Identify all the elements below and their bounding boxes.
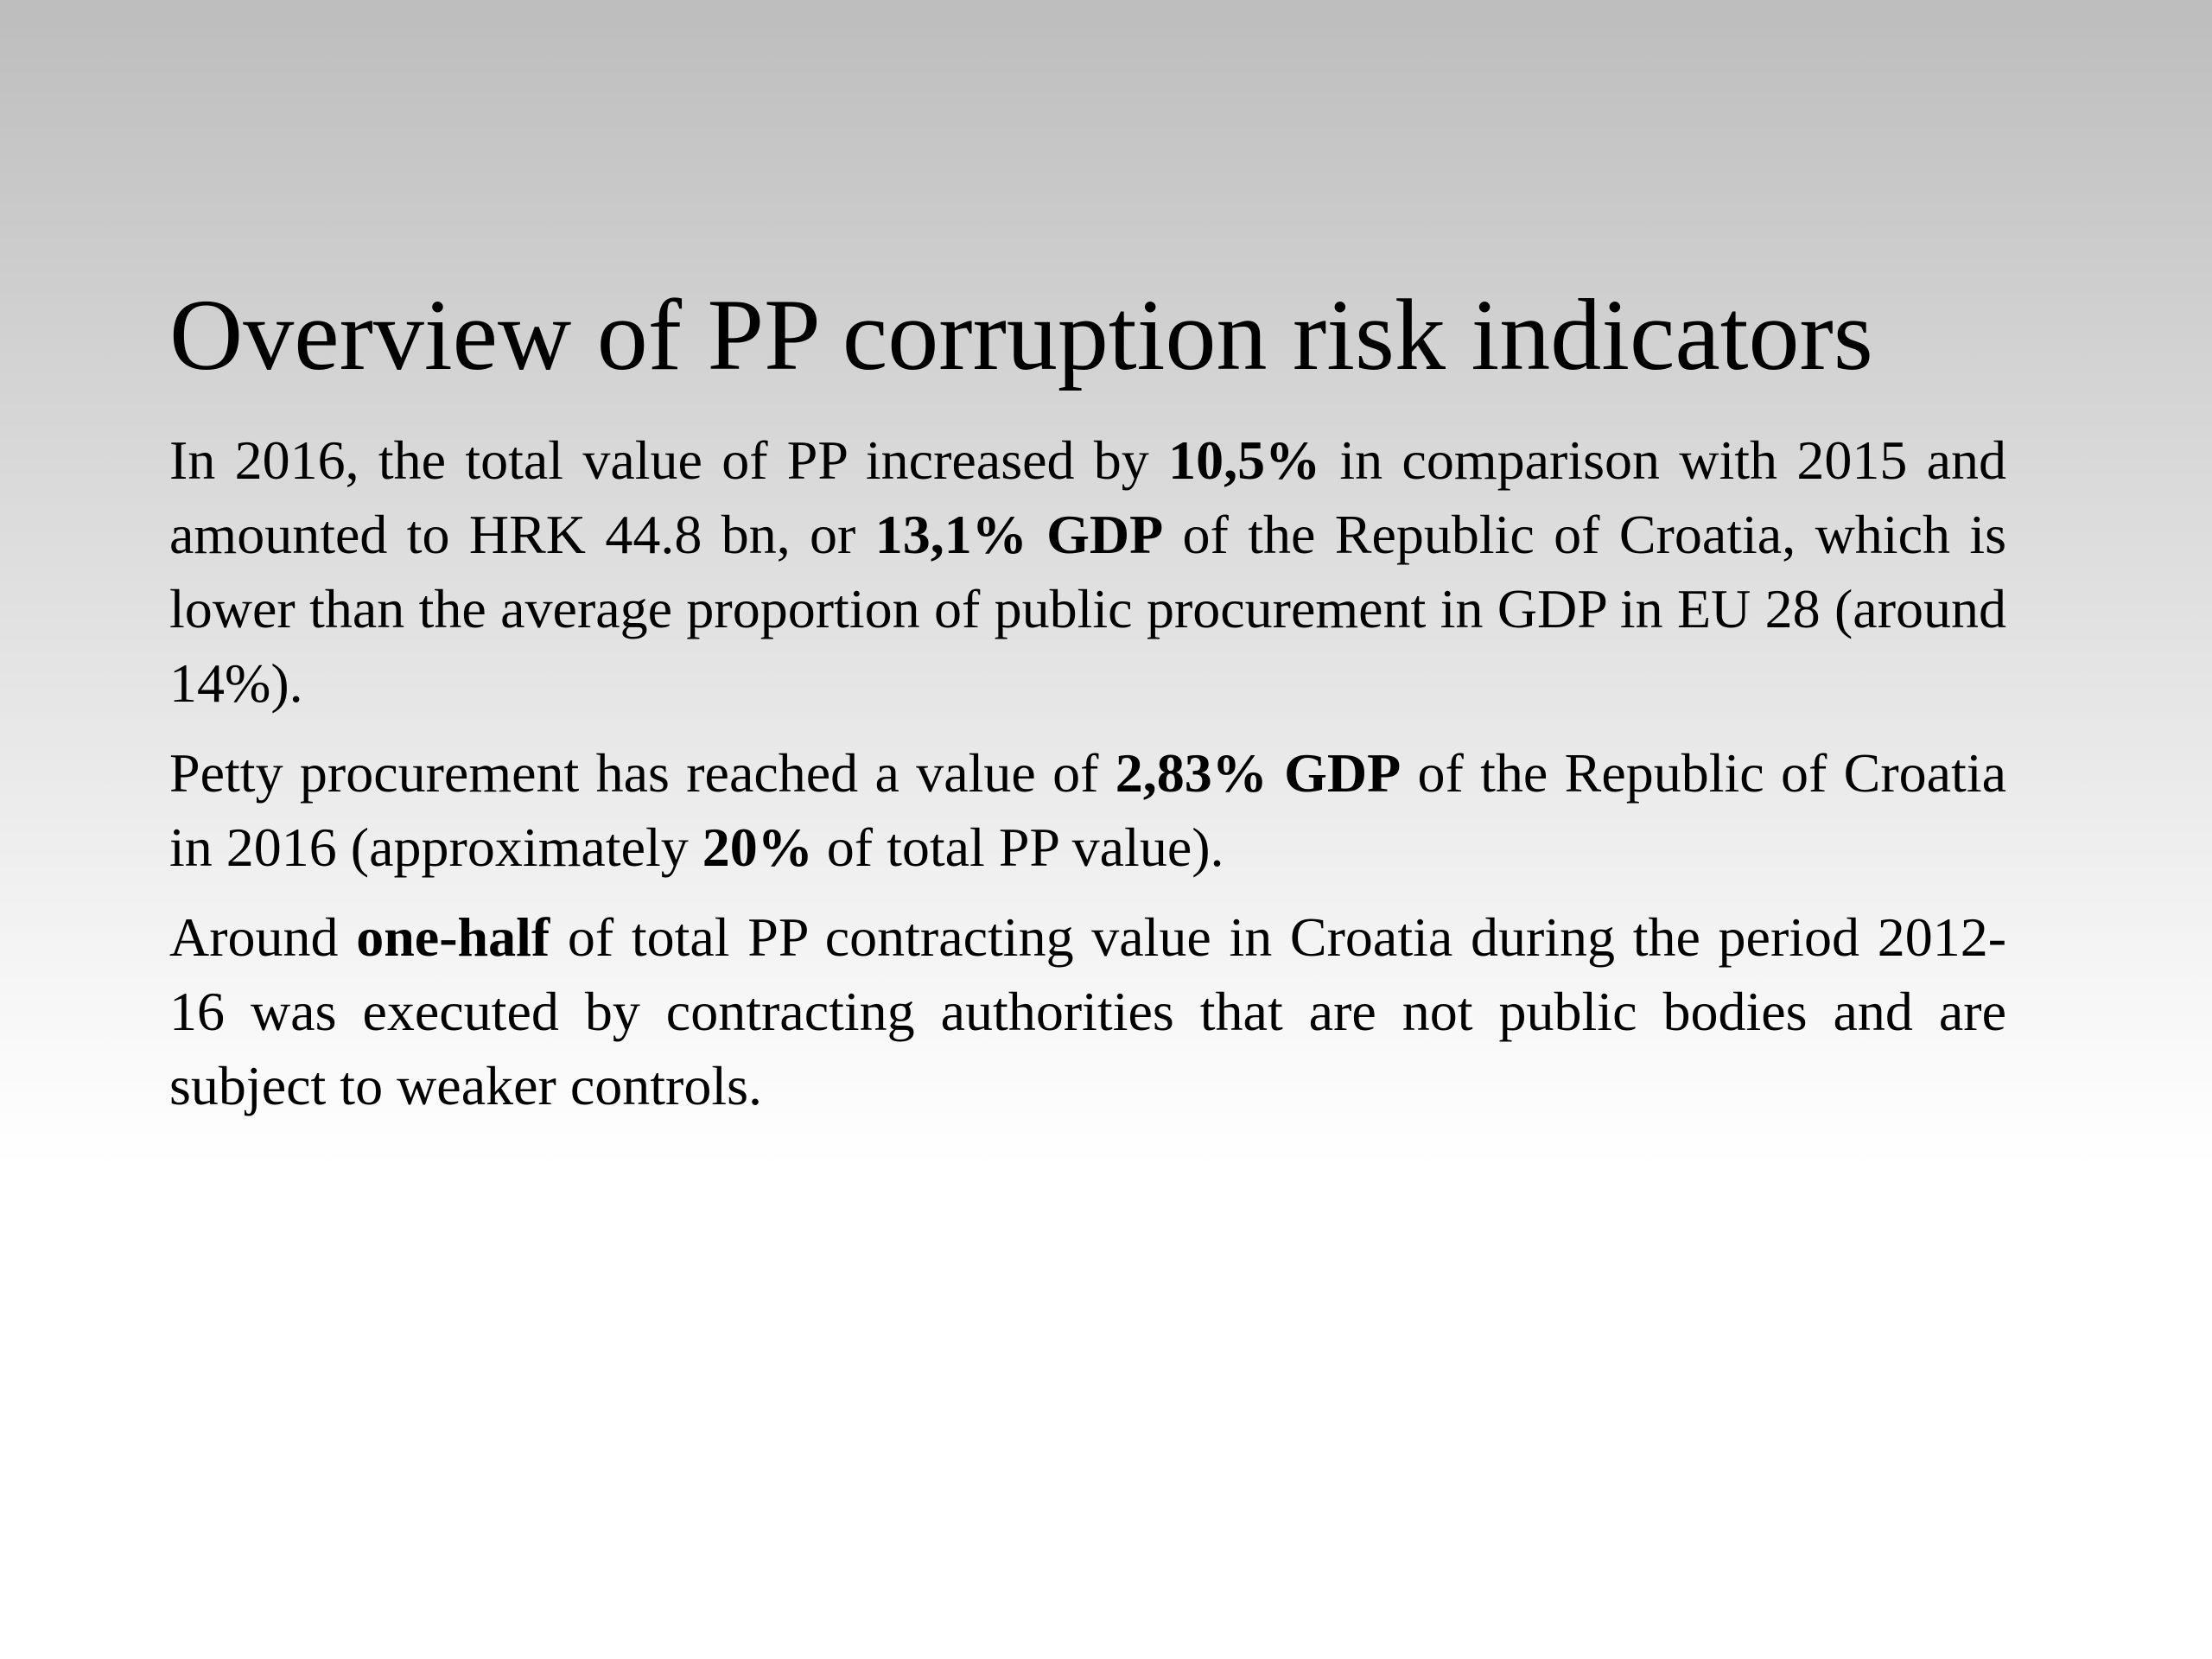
paragraph-contracting-authorities	[169, 900, 2006, 1123]
highlight-10-5-percent: 10,5%	[1168, 429, 1321, 491]
text-segment: of the Republic of Croatia in 2016 (approximately	[169, 742, 2007, 878]
slide-title: Overview of PP corruption risk indicators	[169, 278, 1873, 391]
text-segment: of the Republic of Croatia, which is lower than the average proportion of public procurement in GDP in EU 28 (around 14%).	[169, 504, 2007, 714]
text-segment: Around	[169, 906, 357, 968]
paragraph-total-value	[169, 423, 2006, 721]
text-segment: Petty procurement has reached a value of	[169, 742, 1116, 804]
text-segment: of total PP value).	[812, 817, 1224, 878]
text-segment: In 2016, the total value of PP increased by	[169, 429, 1169, 491]
paragraph-petty-procurement	[169, 736, 2006, 885]
slide-body	[169, 423, 2006, 1139]
text-segment: of total PP contracting value in Croatia during the period 2012-16 was executed by contracting authorities that are not public bodies and are subject to weaker controls.	[169, 906, 2006, 1116]
highlight-20-percent: 20%	[702, 817, 813, 878]
highlight-2-83-percent-gdp: 2,83% GDP	[1115, 742, 1402, 804]
text-segment: in comparison with 2015 and amounted to HRK 44.8 bn, or	[169, 429, 2007, 565]
highlight-one-half: one-half	[356, 906, 550, 968]
highlight-13-1-percent-gdp: 13,1% GDP	[874, 504, 1164, 565]
